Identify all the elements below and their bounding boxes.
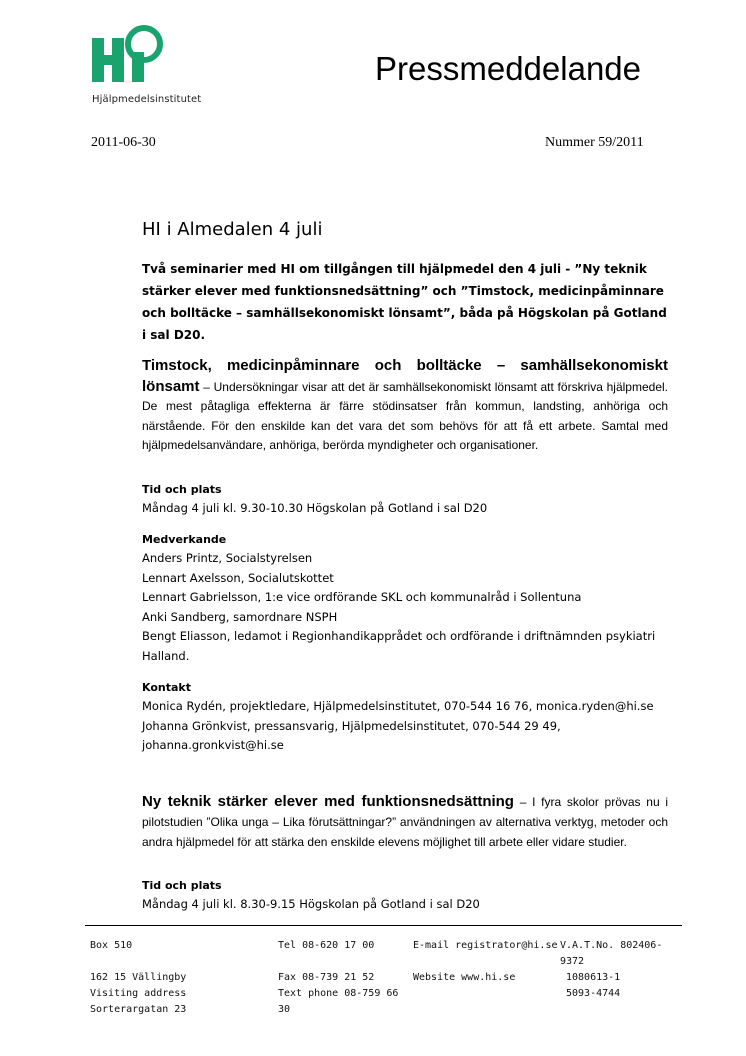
- seminar-1-contacts: [142, 697, 662, 756]
- seminar-1-heading: Timstock, medicinpåminnare och bolltäcke – samhällsekonomiskt lönsamt: [142, 357, 668, 395]
- seminar-1-section: [142, 356, 668, 456]
- participant: Lennart Gabrielsson, 1:e vice ordförande SKL och kommunalråd i Sollentuna: [142, 590, 582, 604]
- participant: Anders Printz, Socialstyrelsen: [142, 551, 313, 565]
- seminar-1-participants-label: Medverkande: [142, 533, 227, 546]
- seminar-2-time-value: Måndag 4 juli kl. 8.30-9.15 Högskolan på Gotland i sal D20: [142, 897, 480, 911]
- seminar-2-time-label: Tid och plats: [142, 879, 222, 892]
- seminar-2-text: I fyra skolor prövas nu i pilotstudien ”Olika unga – Lika förutsättningar?” användningen av alternativa verktyg, metoder och andra hjälpmedel för att stärka den enskilde elevens möjlighet till arbete eller vidare studier.: [142, 795, 668, 849]
- seminar-1-time-label: Tid och plats: [142, 483, 222, 496]
- contact-entry: Monica Rydén, projektledare, Hjälpmedelsinstitutet, 070-544 16 76, monica.ryden@hi.se: [142, 699, 654, 713]
- release-number: Nummer 59/2011: [545, 135, 644, 150]
- footer-postal: 162 15 Vällingby: [90, 972, 187, 983]
- footer-registration: [560, 938, 675, 1002]
- footer-fax: Fax 08-739 21 52: [278, 972, 375, 983]
- logo-text: Hjälpmedelsinstitutet: [92, 94, 202, 105]
- footer-reg-2: 5093-4744: [566, 988, 621, 999]
- footer-divider: [85, 925, 682, 926]
- seminar-2-section: [142, 792, 668, 852]
- seminar-1-participants: [142, 549, 662, 666]
- date: 2011-06-30: [91, 135, 156, 150]
- footer-vat: V.A.T.No. 802406-9372: [560, 940, 663, 967]
- seminar-2-dash: –: [513, 795, 533, 809]
- footer-reg-1: 1080613-1: [566, 972, 621, 983]
- footer-address: [90, 938, 270, 1018]
- footer-box: Box 510: [90, 940, 133, 951]
- participant: Lennart Axelsson, Socialutskottet: [142, 570, 334, 585]
- footer-online: [413, 938, 563, 986]
- participant: Bengt Eliasson, ledamot i Regionhandikapprådet och ordförande i driftnämnden psykiatri Halland.: [142, 629, 656, 663]
- footer-tel: Tel 08-620 17 00: [278, 940, 375, 951]
- article-title: HI i Almedalen 4 juli: [142, 219, 323, 240]
- lead-paragraph: Två seminarier med HI om tillgången till hjälpmedel den 4 juli - ”Ny teknik stärker elever med funktionsnedsättning” och ”Timstock, medicinpåminnare och bolltäcke – samhällsekonomiskt lönsamt”, båda på Högskolan på Gotland i sal D20.: [142, 262, 667, 342]
- seminar-2-heading: Ny teknik stärker elever med funktionsnedsättning: [142, 793, 514, 810]
- hi-logo-mark: [90, 24, 220, 94]
- footer-visiting-address: Visiting address Sorterargatan 23: [90, 988, 187, 1015]
- contact-entry: Johanna Grönkvist, pressansvarig, Hjälpmedelsinstitutet, 070-544 29 49, johanna.gronkvist@hi.se: [142, 718, 561, 752]
- footer-text-phone: Text phone 08-759 66 30: [278, 988, 399, 1015]
- footer-phones: [278, 938, 408, 1018]
- footer-email: E-mail registrator@hi.se: [413, 940, 558, 951]
- seminar-1-dash: –: [199, 379, 214, 394]
- seminar-1-text: Undersökningar visar att det är samhällsekonomiskt lönsamt att förskriva hjälpmedel. De mest påtagliga effekterna är färre stödinsatser från kommun, landsting, anhöriga och närstående. För den enskilde kan det vara det som behövs för att få ett arbete. Samtal med hjälpmedelsanvändare, anhöriga, berörda myndigheter och organisationer.: [142, 379, 668, 453]
- participant: Anki Sandberg, samordnare NSPH: [142, 609, 338, 624]
- document-type-title: Pressmeddelande: [375, 50, 641, 87]
- footer-website: Website www.hi.se: [413, 972, 516, 983]
- seminar-1-time-value: Måndag 4 juli kl. 9.30-10.30 Högskolan på Gotland i sal D20: [142, 501, 488, 515]
- seminar-1-contact-label: Kontakt: [142, 681, 191, 694]
